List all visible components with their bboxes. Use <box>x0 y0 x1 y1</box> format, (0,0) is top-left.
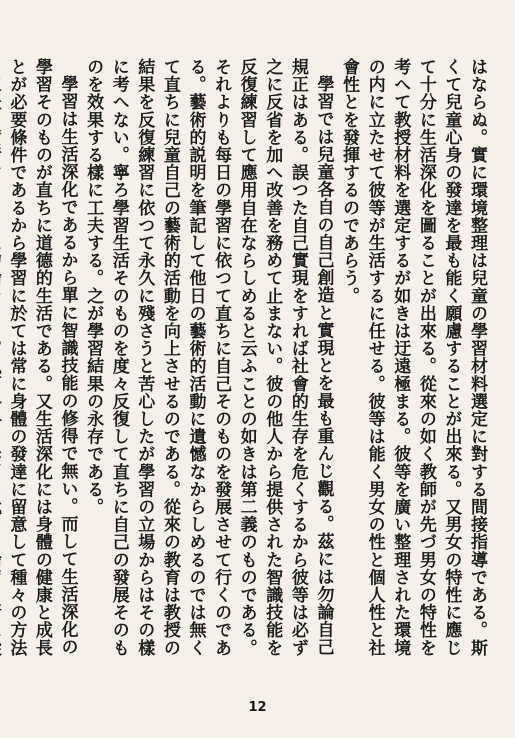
paragraph-1: はならぬ。實に環境整理は兒童の學習材料選定に對する間接指導である。斯くて兒童心身の發達を最も能く願慮することが出來る。又男女の特性に應じて十分に生活深化を圖ることが出來る。從來の如く教師が先づ男女の特性を考へて教授材料を選定するが如きは迂遠極まる。彼等を廣い整理された環境の内に立たせて彼等が生活するに任せる。彼等は能く男女の性と個人性と社會性とを發揮するのであらう。 <box>339 58 487 657</box>
paragraph-3: 學習は生活深化であるから單に智識技能の修得で無い。而して生活深化の學習そのものが直ちに道德的生活である。又生活深化には身體の健康と成長とが必要條件であるから學習に於ては常に身體の發達に留意して種々の方法 <box>6 58 78 657</box>
page-number: 12 <box>248 700 267 715</box>
paragraph-2: 學習では兒童各自の自己創造と實現とを最も重んじ觀る。茲には勿論自己規正はある。誤つた自己實現をすれば社會的生存を危くするから彼等は必ず之に反省を加へ改善を務めて止まない。彼の他人から提供された智識技能を反復練習して應用自在ならしめると云ふことの如きは第二義のものである。それよりも每日の學習に依つて直ちに自己そのものを發展させて行くのである。藝術的説明を筆記して他日の藝術的活動に遺憾なからしめるのでは無くて直ちに兒童自己の藝術的活動を向上させるのである。從來の教育は教授の結果を反復練習に依つて永久に殘さうと苦心したが學習の立場からはその樣に考へない。寧ろ學習生活そのものを度々反復して直ちに自己の發展そのものを效果する樣に工夫する。之が學習結果の永存である。 <box>83 58 334 657</box>
vertical-text-body <box>6 58 489 658</box>
